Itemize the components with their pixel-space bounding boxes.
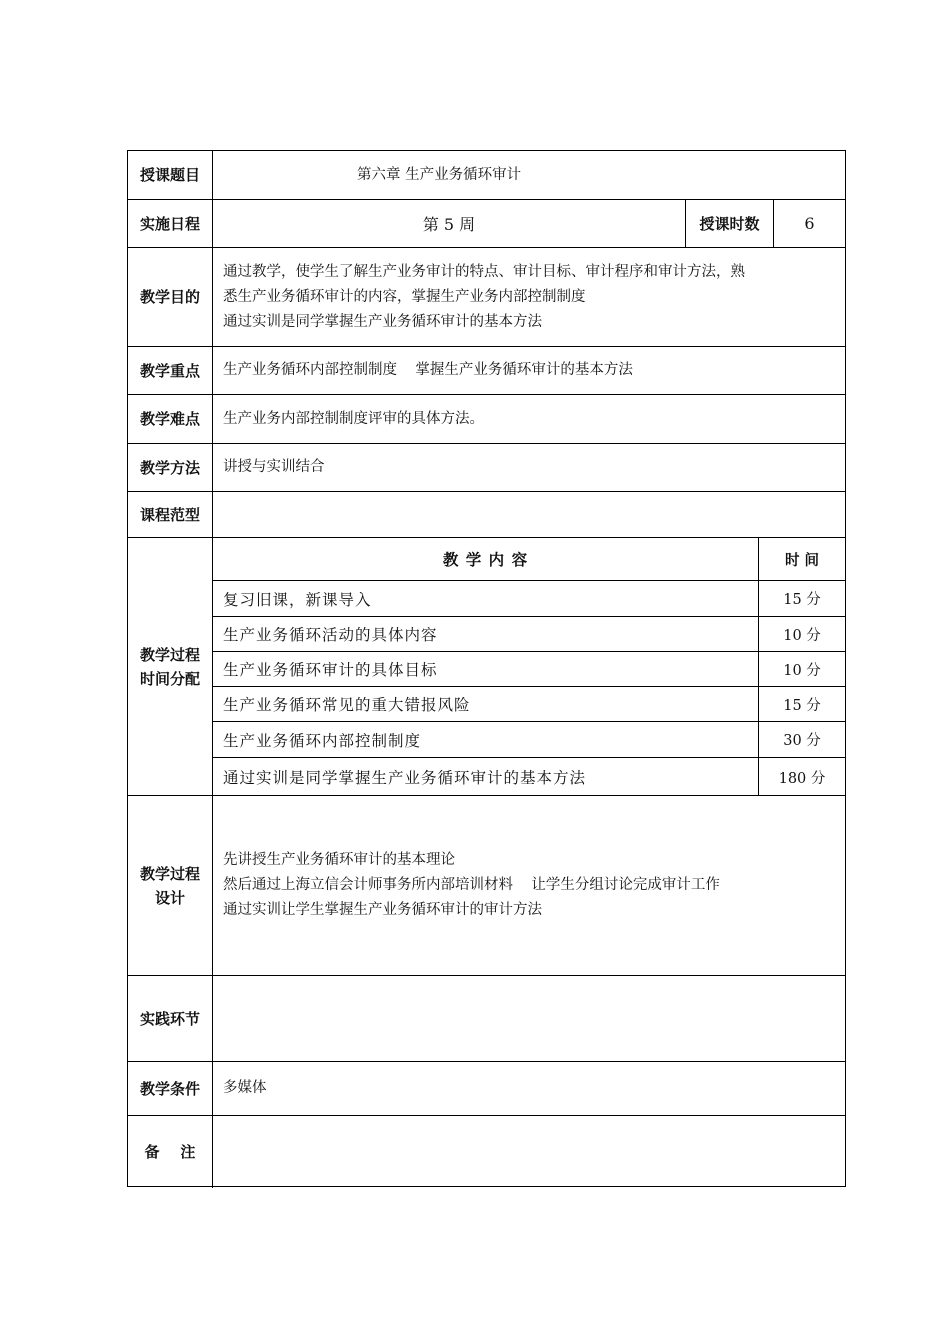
design-row	[128, 795, 845, 975]
row-content: 生产业务循环内部控制制度	[213, 722, 759, 757]
table-row	[213, 616, 845, 651]
row-content: 生产业务循环常见的重大错报风险	[213, 687, 759, 721]
conditions-value: 多媒体	[223, 1080, 267, 1096]
schedule-value: 第 5 周	[213, 200, 686, 247]
remarks-value	[213, 1116, 845, 1188]
row-time: 180 分	[778, 770, 826, 787]
objective-text	[213, 248, 845, 346]
practice-label: 实践环节	[128, 976, 213, 1061]
header-time: 时 间	[784, 552, 820, 569]
header-content: 教 学 内 容	[213, 538, 759, 580]
remarks-label: 备 注	[128, 1116, 213, 1188]
row-content: 生产业务循环审计的具体目标	[213, 652, 759, 686]
row-time: 10 分	[783, 662, 821, 679]
table-row	[213, 686, 845, 721]
row-time: 15 分	[783, 697, 821, 714]
schedule-row	[128, 199, 845, 247]
objective-line: 悉生产业务循环审计的内容，掌握生产业务内部控制制度	[223, 288, 586, 305]
time-allocation-header	[213, 538, 845, 580]
design-text	[213, 796, 845, 975]
objective-label: 教学目的	[128, 248, 213, 346]
design-line: 通过实训让学生掌握生产业务循环审计的审计方法	[223, 902, 542, 918]
table-row	[213, 721, 845, 757]
method-value: 讲授与实训结合	[223, 459, 325, 475]
course-type-row	[128, 491, 845, 537]
row-content: 生产业务循环活动的具体内容	[213, 617, 759, 651]
method-label: 教学方法	[128, 444, 213, 491]
lesson-plan-table	[127, 150, 846, 1187]
design-label-line1: 教学过程	[139, 864, 200, 883]
design-label	[128, 796, 213, 975]
difficulties-value: 生产业务内部控制制度评审的具体方法。	[223, 410, 484, 427]
design-label-line2: 设计	[154, 888, 185, 907]
row-content: 通过实训是同学掌握生产业务循环审计的基本方法	[213, 758, 759, 796]
objective-line: 通过教学，使学生了解生产业务审计的特点、审计目标、审计程序和审计方法，熟	[223, 263, 745, 280]
topic-value: 第六章 生产业务循环审计	[357, 166, 522, 183]
table-row	[213, 651, 845, 686]
key-points-value: 生产业务循环内部控制制度 掌握生产业务循环审计的基本方法	[223, 362, 633, 378]
remarks-row	[128, 1115, 845, 1188]
difficulties-label: 教学难点	[128, 395, 213, 443]
time-allocation-row	[128, 537, 845, 795]
objective-line: 通过实训是同学掌握生产业务循环审计的基本方法	[223, 313, 542, 330]
practice-row	[128, 975, 845, 1061]
practice-value	[213, 976, 845, 1061]
key-points-row	[128, 346, 845, 394]
method-row	[128, 443, 845, 491]
design-line: 然后通过上海立信会计师事务所内部培训材料 让学生分组讨论完成审计工作	[223, 877, 720, 893]
hours-value: 6	[804, 214, 815, 233]
time-allocation-label-line1: 教学过程	[139, 645, 200, 664]
table-row	[213, 580, 845, 616]
row-time: 10 分	[783, 627, 821, 644]
conditions-row	[128, 1061, 845, 1115]
design-line: 先讲授生产业务循环审计的基本理论	[223, 852, 455, 868]
topic-label: 授课题目	[128, 151, 213, 199]
difficulties-row	[128, 394, 845, 443]
schedule-label: 实施日程	[128, 200, 213, 247]
conditions-label: 教学条件	[128, 1062, 213, 1115]
topic-row	[128, 151, 845, 199]
row-content: 复习旧课，新课导入	[213, 581, 759, 616]
key-points-label: 教学重点	[128, 347, 213, 394]
course-type-label: 课程范型	[128, 492, 213, 537]
hours-label: 授课时数	[686, 200, 774, 247]
row-time: 30 分	[783, 733, 821, 749]
time-allocation-label-line2: 时间分配	[139, 669, 200, 688]
objective-row	[128, 247, 845, 346]
table-row	[213, 757, 845, 796]
time-allocation-label	[128, 538, 213, 795]
course-type-value	[213, 492, 845, 537]
time-allocation-table	[213, 538, 845, 795]
row-time: 15 分	[783, 592, 821, 608]
